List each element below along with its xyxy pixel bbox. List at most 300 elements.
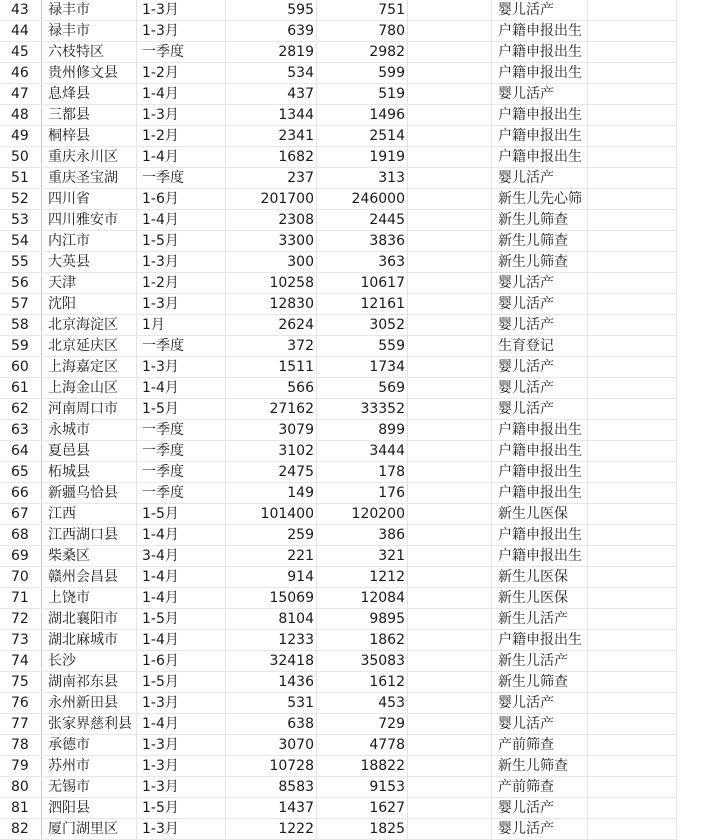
empty-cell[interactable] <box>408 126 492 147</box>
row-number-cell[interactable]: 81 <box>11 800 29 816</box>
value-cell-1[interactable]: 3102 <box>278 443 314 459</box>
value-cell-2[interactable]: 1627 <box>369 800 405 816</box>
table-row[interactable] <box>0 84 720 105</box>
stat-type-cell[interactable]: 户籍申报出生 <box>498 44 582 60</box>
table-row[interactable] <box>0 504 720 525</box>
value-cell-1[interactable]: 595 <box>287 2 314 18</box>
row-number-cell[interactable]: 67 <box>11 506 29 522</box>
empty-cell[interactable] <box>408 735 492 756</box>
row-number-cell[interactable]: 73 <box>11 632 29 648</box>
empty-cell[interactable] <box>408 672 492 693</box>
row-number-cell[interactable]: 53 <box>11 212 29 228</box>
value-cell-2[interactable]: 10617 <box>360 275 405 291</box>
empty-cell[interactable] <box>588 42 677 63</box>
empty-cell[interactable] <box>408 420 492 441</box>
row-number-cell[interactable]: 54 <box>11 233 29 249</box>
period-cell[interactable]: 1月 <box>142 317 165 333</box>
period-cell[interactable]: 1-3月 <box>142 2 179 18</box>
empty-cell[interactable] <box>408 399 492 420</box>
period-cell[interactable]: 1-4月 <box>142 569 179 585</box>
stat-type-cell[interactable]: 新生儿医保 <box>498 590 568 606</box>
period-cell[interactable]: 1-3月 <box>142 758 179 774</box>
value-cell-2[interactable]: 12084 <box>360 590 405 606</box>
region-cell[interactable]: 江西 <box>48 506 76 522</box>
empty-cell[interactable] <box>588 126 677 147</box>
value-cell-2[interactable]: 751 <box>378 2 405 18</box>
table-row[interactable] <box>0 105 720 126</box>
empty-cell[interactable] <box>408 777 492 798</box>
row-number-cell[interactable]: 58 <box>11 317 29 333</box>
value-cell-1[interactable]: 12830 <box>269 296 314 312</box>
period-cell[interactable]: 1-4月 <box>142 632 179 648</box>
table-row[interactable] <box>0 462 720 483</box>
table-row[interactable] <box>0 147 720 168</box>
row-number-cell[interactable]: 48 <box>11 107 29 123</box>
empty-cell[interactable] <box>588 21 677 42</box>
region-cell[interactable]: 四川省 <box>48 191 90 207</box>
region-cell[interactable]: 重庆圣宝湖 <box>48 170 118 186</box>
stat-type-cell[interactable]: 户籍申报出生 <box>498 422 582 438</box>
row-number-cell[interactable]: 79 <box>11 758 29 774</box>
row-number-cell[interactable]: 49 <box>11 128 29 144</box>
empty-cell[interactable] <box>408 693 492 714</box>
row-number-cell[interactable]: 70 <box>11 569 29 585</box>
stat-type-cell[interactable]: 户籍申报出生 <box>498 149 582 165</box>
period-cell[interactable]: 1-3月 <box>142 107 179 123</box>
value-cell-2[interactable]: 246000 <box>351 191 405 207</box>
empty-cell[interactable] <box>408 252 492 273</box>
row-number-cell[interactable]: 52 <box>11 191 29 207</box>
value-cell-2[interactable]: 176 <box>378 485 405 501</box>
table-row[interactable] <box>0 441 720 462</box>
period-cell[interactable]: 1-4月 <box>142 149 179 165</box>
empty-cell[interactable] <box>408 231 492 252</box>
empty-cell[interactable] <box>588 168 677 189</box>
period-cell[interactable]: 一季度 <box>142 422 184 438</box>
row-number-cell[interactable]: 45 <box>11 44 29 60</box>
row-number-cell[interactable]: 55 <box>11 254 29 270</box>
empty-cell[interactable] <box>408 0 492 21</box>
empty-cell[interactable] <box>408 168 492 189</box>
region-cell[interactable]: 三都县 <box>48 107 90 123</box>
row-number-cell[interactable]: 68 <box>11 527 29 543</box>
period-cell[interactable]: 1-5月 <box>142 800 179 816</box>
value-cell-1[interactable]: 300 <box>287 254 314 270</box>
period-cell[interactable]: 1-3月 <box>142 359 179 375</box>
period-cell[interactable]: 一季度 <box>142 485 184 501</box>
region-cell[interactable]: 承德市 <box>48 737 90 753</box>
row-number-cell[interactable]: 59 <box>11 338 29 354</box>
empty-cell[interactable] <box>408 315 492 336</box>
stat-type-cell[interactable]: 新生儿筛查 <box>498 254 568 270</box>
empty-cell[interactable] <box>588 84 677 105</box>
stat-type-cell[interactable]: 婴儿活产 <box>498 86 554 102</box>
stat-type-cell[interactable]: 新生儿活产 <box>498 611 568 627</box>
region-cell[interactable]: 内江市 <box>48 233 90 249</box>
table-row[interactable] <box>0 336 720 357</box>
stat-type-cell[interactable]: 新生儿先心筛 <box>498 191 582 207</box>
region-cell[interactable]: 上海金山区 <box>48 380 118 396</box>
stat-type-cell[interactable]: 户籍申报出生 <box>498 485 582 501</box>
row-number-cell[interactable]: 82 <box>11 821 29 837</box>
row-number-cell[interactable]: 69 <box>11 548 29 564</box>
empty-cell[interactable] <box>588 63 677 84</box>
empty-cell[interactable] <box>408 357 492 378</box>
empty-cell[interactable] <box>408 756 492 777</box>
table-row[interactable] <box>0 357 720 378</box>
empty-cell[interactable] <box>408 483 492 504</box>
value-cell-2[interactable]: 386 <box>378 527 405 543</box>
value-cell-1[interactable]: 1511 <box>278 359 314 375</box>
table-row[interactable] <box>0 210 720 231</box>
table-row[interactable] <box>0 798 720 819</box>
value-cell-2[interactable]: 1862 <box>369 632 405 648</box>
region-cell[interactable]: 湖北麻城市 <box>48 632 118 648</box>
table-row[interactable] <box>0 609 720 630</box>
table-row[interactable] <box>0 525 720 546</box>
value-cell-1[interactable]: 2475 <box>278 464 314 480</box>
empty-cell[interactable] <box>408 819 492 840</box>
empty-cell[interactable] <box>588 546 677 567</box>
region-cell[interactable]: 长沙 <box>48 653 76 669</box>
period-cell[interactable]: 1-2月 <box>142 275 179 291</box>
empty-cell[interactable] <box>408 84 492 105</box>
empty-cell[interactable] <box>408 294 492 315</box>
period-cell[interactable]: 1-5月 <box>142 611 179 627</box>
row-number-cell[interactable]: 66 <box>11 485 29 501</box>
region-cell[interactable]: 息烽县 <box>48 86 90 102</box>
value-cell-2[interactable]: 1734 <box>369 359 405 375</box>
region-cell[interactable]: 湖北襄阳市 <box>48 611 118 627</box>
value-cell-2[interactable]: 1919 <box>369 149 405 165</box>
empty-cell[interactable] <box>588 420 677 441</box>
region-cell[interactable]: 北京延庆区 <box>48 338 118 354</box>
value-cell-1[interactable]: 372 <box>287 338 314 354</box>
value-cell-2[interactable]: 2514 <box>369 128 405 144</box>
value-cell-1[interactable]: 2819 <box>278 44 314 60</box>
value-cell-1[interactable]: 259 <box>287 527 314 543</box>
stat-type-cell[interactable]: 户籍申报出生 <box>498 548 582 564</box>
row-number-cell[interactable]: 47 <box>11 86 29 102</box>
empty-cell[interactable] <box>408 567 492 588</box>
value-cell-1[interactable]: 639 <box>287 23 314 39</box>
row-number-cell[interactable]: 65 <box>11 464 29 480</box>
table-row[interactable] <box>0 777 720 798</box>
region-cell[interactable]: 新疆乌恰县 <box>48 485 118 501</box>
period-cell[interactable]: 1-4月 <box>142 527 179 543</box>
empty-cell[interactable] <box>408 189 492 210</box>
table-row[interactable] <box>0 21 720 42</box>
empty-cell[interactable] <box>588 525 677 546</box>
stat-type-cell[interactable]: 婴儿活产 <box>498 695 554 711</box>
period-cell[interactable]: 1-4月 <box>142 590 179 606</box>
period-cell[interactable]: 1-4月 <box>142 212 179 228</box>
stat-type-cell[interactable]: 新生儿活产 <box>498 653 568 669</box>
empty-cell[interactable] <box>408 504 492 525</box>
empty-cell[interactable] <box>408 63 492 84</box>
table-row[interactable] <box>0 126 720 147</box>
table-row[interactable] <box>0 399 720 420</box>
region-cell[interactable]: 大英县 <box>48 254 90 270</box>
table-row[interactable] <box>0 756 720 777</box>
value-cell-1[interactable]: 2624 <box>278 317 314 333</box>
table-row[interactable] <box>0 651 720 672</box>
empty-cell[interactable] <box>588 105 677 126</box>
value-cell-1[interactable]: 10258 <box>269 275 314 291</box>
empty-cell[interactable] <box>408 462 492 483</box>
row-number-cell[interactable]: 44 <box>11 23 29 39</box>
value-cell-2[interactable]: 729 <box>378 716 405 732</box>
stat-type-cell[interactable]: 婴儿活产 <box>498 170 554 186</box>
table-row[interactable] <box>0 378 720 399</box>
empty-cell[interactable] <box>588 294 677 315</box>
table-row[interactable] <box>0 315 720 336</box>
value-cell-1[interactable]: 1344 <box>278 107 314 123</box>
region-cell[interactable]: 厦门湖里区 <box>48 821 118 837</box>
region-cell[interactable]: 苏州市 <box>48 758 90 774</box>
stat-type-cell[interactable]: 婴儿活产 <box>498 296 554 312</box>
row-number-cell[interactable]: 62 <box>11 401 29 417</box>
value-cell-2[interactable]: 1212 <box>369 569 405 585</box>
stat-type-cell[interactable]: 户籍申报出生 <box>498 632 582 648</box>
row-number-cell[interactable]: 75 <box>11 674 29 690</box>
region-cell[interactable]: 重庆永川区 <box>48 149 118 165</box>
row-number-cell[interactable]: 76 <box>11 695 29 711</box>
empty-cell[interactable] <box>588 378 677 399</box>
stat-type-cell[interactable]: 婴儿活产 <box>498 800 554 816</box>
value-cell-2[interactable]: 9153 <box>369 779 405 795</box>
stat-type-cell[interactable]: 户籍申报出生 <box>498 443 582 459</box>
empty-cell[interactable] <box>408 21 492 42</box>
stat-type-cell[interactable]: 户籍申报出生 <box>498 128 582 144</box>
value-cell-1[interactable]: 566 <box>287 380 314 396</box>
row-number-cell[interactable]: 43 <box>11 2 29 18</box>
region-cell[interactable]: 上饶市 <box>48 590 90 606</box>
value-cell-2[interactable]: 120200 <box>351 506 405 522</box>
period-cell[interactable]: 1-3月 <box>142 779 179 795</box>
stat-type-cell[interactable]: 新生儿筛查 <box>498 212 568 228</box>
empty-cell[interactable] <box>408 546 492 567</box>
value-cell-1[interactable]: 10728 <box>269 758 314 774</box>
empty-cell[interactable] <box>408 525 492 546</box>
value-cell-2[interactable]: 599 <box>378 65 405 81</box>
stat-type-cell[interactable]: 新生儿医保 <box>498 569 568 585</box>
empty-cell[interactable] <box>588 252 677 273</box>
value-cell-2[interactable]: 559 <box>378 338 405 354</box>
region-cell[interactable]: 张家界慈利县 <box>48 716 132 732</box>
row-number-cell[interactable]: 56 <box>11 275 29 291</box>
stat-type-cell[interactable]: 婴儿活产 <box>498 401 554 417</box>
period-cell[interactable]: 一季度 <box>142 44 184 60</box>
region-cell[interactable]: 湖南祁东县 <box>48 674 118 690</box>
period-cell[interactable]: 1-6月 <box>142 653 179 669</box>
table-row[interactable] <box>0 672 720 693</box>
stat-type-cell[interactable]: 婴儿活产 <box>498 317 554 333</box>
region-cell[interactable]: 桐梓县 <box>48 128 90 144</box>
row-number-cell[interactable]: 78 <box>11 737 29 753</box>
value-cell-2[interactable]: 9895 <box>369 611 405 627</box>
table-row[interactable] <box>0 420 720 441</box>
empty-cell[interactable] <box>588 756 677 777</box>
empty-cell[interactable] <box>588 273 677 294</box>
stat-type-cell[interactable]: 新生儿筛查 <box>498 758 568 774</box>
period-cell[interactable]: 1-3月 <box>142 296 179 312</box>
stat-type-cell[interactable]: 生育登记 <box>498 338 554 354</box>
value-cell-1[interactable]: 437 <box>287 86 314 102</box>
empty-cell[interactable] <box>588 798 677 819</box>
period-cell[interactable]: 1-5月 <box>142 401 179 417</box>
value-cell-1[interactable]: 1233 <box>278 632 314 648</box>
period-cell[interactable]: 一季度 <box>142 464 184 480</box>
value-cell-1[interactable]: 3300 <box>278 233 314 249</box>
region-cell[interactable]: 赣州会昌县 <box>48 569 118 585</box>
empty-cell[interactable] <box>588 672 677 693</box>
value-cell-2[interactable]: 3836 <box>369 233 405 249</box>
empty-cell[interactable] <box>588 630 677 651</box>
region-cell[interactable]: 天津 <box>48 275 76 291</box>
empty-cell[interactable] <box>408 273 492 294</box>
value-cell-1[interactable]: 914 <box>287 569 314 585</box>
region-cell[interactable]: 禄丰市 <box>48 23 90 39</box>
region-cell[interactable]: 沈阳 <box>48 296 76 312</box>
stat-type-cell[interactable]: 户籍申报出生 <box>498 107 582 123</box>
stat-type-cell[interactable]: 产前筛查 <box>498 779 554 795</box>
value-cell-1[interactable]: 2341 <box>278 128 314 144</box>
empty-cell[interactable] <box>588 462 677 483</box>
stat-type-cell[interactable]: 婴儿活产 <box>498 275 554 291</box>
stat-type-cell[interactable]: 户籍申报出生 <box>498 65 582 81</box>
value-cell-1[interactable]: 149 <box>287 485 314 501</box>
empty-cell[interactable] <box>408 798 492 819</box>
value-cell-2[interactable]: 178 <box>378 464 405 480</box>
empty-cell[interactable] <box>588 483 677 504</box>
empty-cell[interactable] <box>588 504 677 525</box>
empty-cell[interactable] <box>588 0 677 21</box>
row-number-cell[interactable]: 77 <box>11 716 29 732</box>
row-number-cell[interactable]: 72 <box>11 611 29 627</box>
value-cell-1[interactable]: 1436 <box>278 674 314 690</box>
region-cell[interactable]: 禄丰市 <box>48 2 90 18</box>
period-cell[interactable]: 一季度 <box>142 443 184 459</box>
row-number-cell[interactable]: 50 <box>11 149 29 165</box>
stat-type-cell[interactable]: 婴儿活产 <box>498 821 554 837</box>
row-number-cell[interactable]: 64 <box>11 443 29 459</box>
region-cell[interactable]: 北京海淀区 <box>48 317 118 333</box>
value-cell-2[interactable]: 2982 <box>369 44 405 60</box>
row-number-cell[interactable]: 63 <box>11 422 29 438</box>
period-cell[interactable]: 1-3月 <box>142 23 179 39</box>
value-cell-2[interactable]: 453 <box>378 695 405 711</box>
empty-cell[interactable] <box>588 210 677 231</box>
period-cell[interactable]: 一季度 <box>142 170 184 186</box>
empty-cell[interactable] <box>588 588 677 609</box>
region-cell[interactable]: 柴桑区 <box>48 548 90 564</box>
table-row[interactable] <box>0 483 720 504</box>
empty-cell[interactable] <box>408 441 492 462</box>
row-number-cell[interactable]: 46 <box>11 65 29 81</box>
value-cell-2[interactable]: 4778 <box>369 737 405 753</box>
empty-cell[interactable] <box>588 147 677 168</box>
value-cell-2[interactable]: 12161 <box>360 296 405 312</box>
empty-cell[interactable] <box>408 651 492 672</box>
period-cell[interactable]: 3-4月 <box>142 548 179 564</box>
value-cell-2[interactable]: 321 <box>378 548 405 564</box>
empty-cell[interactable] <box>588 357 677 378</box>
value-cell-2[interactable]: 1612 <box>369 674 405 690</box>
value-cell-2[interactable]: 899 <box>378 422 405 438</box>
table-row[interactable] <box>0 546 720 567</box>
table-row[interactable] <box>0 0 720 21</box>
stat-type-cell[interactable]: 户籍申报出生 <box>498 23 582 39</box>
value-cell-1[interactable]: 32418 <box>269 653 314 669</box>
value-cell-1[interactable]: 531 <box>287 695 314 711</box>
value-cell-1[interactable]: 1682 <box>278 149 314 165</box>
stat-type-cell[interactable]: 婴儿活产 <box>498 2 554 18</box>
value-cell-1[interactable]: 8104 <box>278 611 314 627</box>
empty-cell[interactable] <box>588 315 677 336</box>
empty-cell[interactable] <box>588 609 677 630</box>
row-number-cell[interactable]: 51 <box>11 170 29 186</box>
period-cell[interactable]: 1-3月 <box>142 737 179 753</box>
table-row[interactable] <box>0 231 720 252</box>
row-number-cell[interactable]: 60 <box>11 359 29 375</box>
stat-type-cell[interactable]: 户籍申报出生 <box>498 464 582 480</box>
value-cell-2[interactable]: 1825 <box>369 821 405 837</box>
period-cell[interactable]: 1-4月 <box>142 380 179 396</box>
value-cell-2[interactable]: 780 <box>378 23 405 39</box>
value-cell-1[interactable]: 8583 <box>278 779 314 795</box>
table-row[interactable] <box>0 588 720 609</box>
stat-type-cell[interactable]: 产前筛查 <box>498 737 554 753</box>
value-cell-1[interactable]: 3079 <box>278 422 314 438</box>
value-cell-1[interactable]: 237 <box>287 170 314 186</box>
value-cell-2[interactable]: 363 <box>378 254 405 270</box>
empty-cell[interactable] <box>408 588 492 609</box>
empty-cell[interactable] <box>588 399 677 420</box>
empty-cell[interactable] <box>408 105 492 126</box>
row-number-cell[interactable]: 71 <box>11 590 29 606</box>
empty-cell[interactable] <box>408 378 492 399</box>
region-cell[interactable]: 河南周口市 <box>48 401 118 417</box>
stat-type-cell[interactable]: 户籍申报出生 <box>498 527 582 543</box>
value-cell-2[interactable]: 33352 <box>360 401 405 417</box>
stat-type-cell[interactable]: 新生儿医保 <box>498 506 568 522</box>
empty-cell[interactable] <box>588 693 677 714</box>
empty-cell[interactable] <box>588 651 677 672</box>
region-cell[interactable]: 四川雅安市 <box>48 212 118 228</box>
empty-cell[interactable] <box>408 609 492 630</box>
value-cell-1[interactable]: 1437 <box>278 800 314 816</box>
region-cell[interactable]: 泗阳县 <box>48 800 90 816</box>
stat-type-cell[interactable]: 新生儿筛查 <box>498 674 568 690</box>
table-row[interactable] <box>0 819 720 840</box>
table-row[interactable] <box>0 168 720 189</box>
empty-cell[interactable] <box>588 189 677 210</box>
period-cell[interactable]: 1-5月 <box>142 674 179 690</box>
empty-cell[interactable] <box>408 42 492 63</box>
value-cell-1[interactable]: 201700 <box>260 191 314 207</box>
stat-type-cell[interactable]: 婴儿活产 <box>498 359 554 375</box>
empty-cell[interactable] <box>408 630 492 651</box>
value-cell-1[interactable]: 101400 <box>260 506 314 522</box>
row-number-cell[interactable]: 74 <box>11 653 29 669</box>
empty-cell[interactable] <box>588 336 677 357</box>
stat-type-cell[interactable]: 婴儿活产 <box>498 716 554 732</box>
empty-cell[interactable] <box>588 777 677 798</box>
region-cell[interactable]: 江西湖口县 <box>48 527 118 543</box>
region-cell[interactable]: 无锡市 <box>48 779 90 795</box>
value-cell-1[interactable]: 3070 <box>278 737 314 753</box>
